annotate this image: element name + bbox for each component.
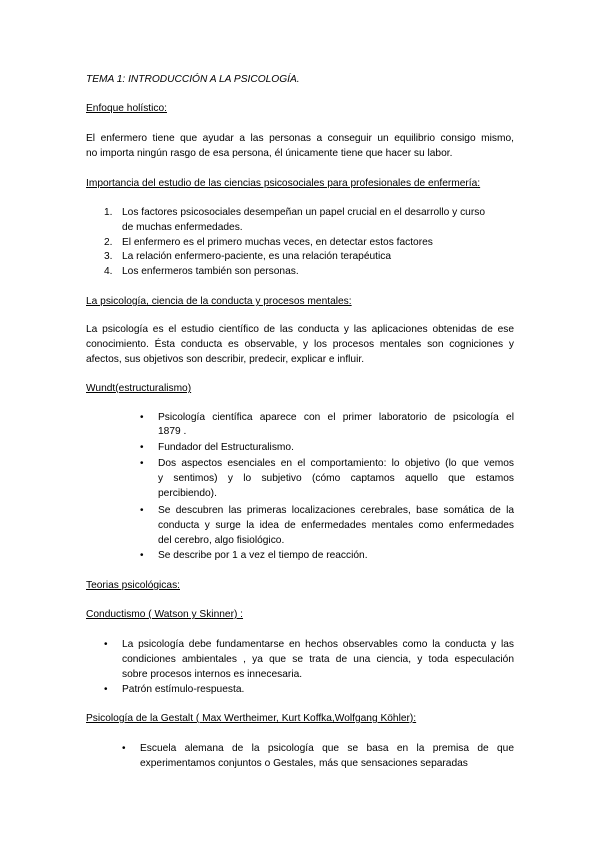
list-item-line: percibiendo). — [158, 488, 217, 499]
list-item-line: El enfermero es el primero muchas veces, en detectar estos factores — [122, 237, 433, 248]
list-number: 3. — [104, 251, 113, 262]
document-title: TEMA 1: INTRODUCCIÓN A LA PSICOLOGÍA. — [86, 74, 300, 85]
list-item-line: Psicología científica aparece con el primer laboratorio de psicología el — [158, 412, 514, 423]
bullet-icon: • — [140, 505, 144, 516]
heading-holistico: Enfoque holístico: — [86, 103, 167, 114]
paragraph-line: El enfermero tiene que ayudar a las personas a conseguir un equilibrio consigo mismo, — [86, 133, 514, 144]
heading-psicologia: La psicología, ciencia de la conducta y procesos mentales: — [86, 296, 352, 307]
bullet-icon: • — [140, 458, 144, 469]
list-item-line: Patrón estímulo-respuesta. — [122, 684, 245, 695]
list-item-line: Escuela alemana de la psicología que se basa en la premisa de que — [140, 743, 514, 754]
list-item-line: La relación enfermero-paciente, es una relación terapéutica — [122, 251, 391, 262]
list-item-line: Se describe por 1 a vez el tiempo de reacción. — [158, 550, 368, 561]
bullet-icon: • — [140, 550, 144, 561]
list-item-line: Fundador del Estructuralismo. — [158, 442, 294, 453]
list-item-line: Los enfermeros también son personas. — [122, 266, 299, 277]
paragraph-line: afectos, sus objetivos son describir, predecir, explicar e influir. — [86, 354, 365, 365]
paragraph-line: La psicología es el estudio científico de las conducta y las aplicaciones obtenidas de ese — [86, 324, 514, 335]
list-item-line: y sentimos) y lo subjetivo (cómo captamos aquello que estamos — [158, 473, 514, 484]
bullet-icon: • — [122, 743, 126, 754]
list-item-line: Los factores psicosociales desempeñan un papel crucial en el desarrollo y curso — [122, 207, 485, 218]
heading-conductismo: Conductismo ( Watson y Skinner) : — [86, 609, 244, 620]
list-number: 1. — [104, 207, 113, 218]
list-item-line: experimentamos conjuntos o Gestales, más que sensaciones separadas — [140, 758, 468, 769]
list-item-line: Dos aspectos esenciales en el comportamiento: lo objetivo (lo que vemos — [158, 458, 514, 469]
bullet-icon: • — [104, 639, 108, 650]
bullet-icon: • — [140, 412, 144, 423]
list-number: 2. — [104, 237, 113, 248]
list-item-line: 1879 . — [158, 426, 187, 437]
list-item-line: del cerebro, algo fisiológico. — [158, 535, 285, 546]
paragraph-line: conocimiento. Ésta conducta es observable, y los procesos mentales son cogniciones y — [86, 339, 514, 350]
heading-wundt: Wundt(estructuralismo) — [86, 383, 192, 394]
heading-gestalt: Psicología de la Gestalt ( Max Wertheimer, Kurt Koffka,Wolfgang Köhler): — [86, 713, 417, 724]
heading-importancia: Importancia del estudio de las ciencias psicosociales para profesionales de enfermería: — [86, 178, 481, 189]
bullet-icon: • — [104, 684, 108, 695]
list-item-line: condiciones ambientales , ya que se trata de una ciencia, y toda especulación — [122, 654, 514, 665]
bullet-icon: • — [140, 442, 144, 453]
list-item-line: de muchas enfermedades. — [122, 222, 243, 233]
list-item-line: conducta y surge la idea de enfermedades mentales como enfermedades — [158, 520, 514, 531]
paragraph-line: no importa ningún rasgo de esa persona, él únicamente tiene que hacer su labor. — [86, 148, 453, 159]
list-item-line: Se descubren las primeras localizaciones cerebrales, base somática de la — [158, 505, 514, 516]
list-item-line: La psicología debe fundamentarse en hechos observables como la conducta y las — [122, 639, 514, 650]
heading-teorias: Teorias psicológicas: — [86, 580, 180, 591]
list-item-line: sobre procesos internos es innecesaria. — [122, 669, 303, 680]
list-number: 4. — [104, 266, 113, 277]
